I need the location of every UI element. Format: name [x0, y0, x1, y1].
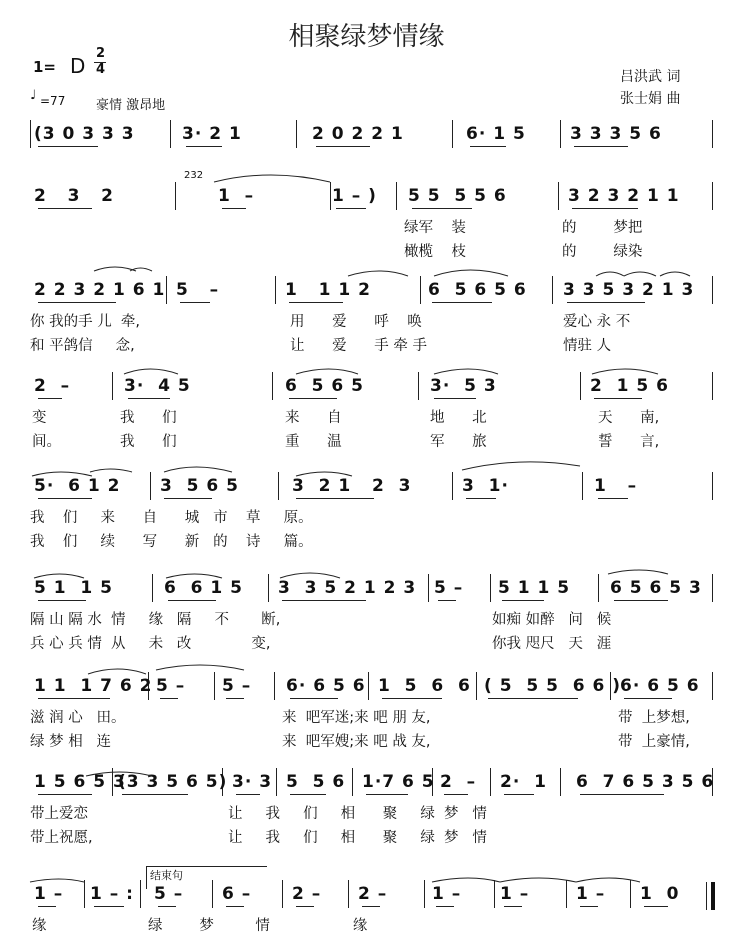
- measure-notes: 6· 6 5 6: [286, 676, 366, 696]
- lyric-line-2: 我 们 续 写 新 的 诗 篇。: [30, 534, 313, 550]
- lyric-line-2: 带上祝愿,: [30, 830, 93, 846]
- lyric-line-1: 来 自: [285, 410, 342, 426]
- measure-notes: 1 –: [500, 884, 530, 904]
- measure-notes: 3· 2 1: [182, 124, 242, 144]
- lyric-line-2: 重 温: [285, 434, 342, 450]
- measure-notes: 5 1 1 5: [498, 578, 571, 598]
- slur: [214, 175, 330, 182]
- measure-notes: 6 7 6 5 3 5 6: [576, 772, 715, 792]
- measure-notes: 5 –: [154, 884, 184, 904]
- grace-notes: 232: [184, 170, 204, 181]
- measure-notes: 6 6 1 5: [164, 578, 243, 598]
- measure-notes: 2 2 3 2 1 6 1: [34, 280, 166, 300]
- measure-notes: 1 0: [640, 884, 680, 904]
- lyric-line-2: 你我 咫尺 天 涯: [492, 636, 612, 652]
- lyric-line-1: 带 上梦想,: [618, 710, 690, 726]
- measure-notes: 1 5 6 6: [378, 676, 471, 696]
- slur: [624, 272, 656, 276]
- slur: [348, 271, 408, 276]
- slur: [32, 472, 92, 476]
- slur: [576, 878, 640, 882]
- measure-notes: 2· 1: [500, 772, 547, 792]
- slur: [660, 272, 690, 276]
- measure-notes: 5 –: [156, 676, 186, 696]
- measure-notes: 5· 6 1 2: [34, 476, 121, 496]
- measure-notes: 3 2 1 2 3: [292, 476, 412, 496]
- measure-notes: 3· 3: [232, 772, 273, 792]
- measure-notes: 3 2 3 2 1 1: [568, 186, 680, 206]
- quarter-note-icon: ♩: [30, 88, 37, 103]
- measure-notes: 1 – ): [332, 186, 377, 206]
- lyric-line-1: 爱心 永 不: [563, 314, 631, 330]
- measure-notes: 1·7 6 5: [362, 772, 435, 792]
- measure-notes: 3 3 5 3 2 1 3: [563, 280, 695, 300]
- measure-notes: 1 1 1 7 6 2: [34, 676, 153, 696]
- measure-notes: 1 –: [218, 186, 255, 206]
- lyric-line-2: 的 绿染: [562, 244, 643, 260]
- measure-notes: 2 –: [292, 884, 322, 904]
- measure-notes: 2 –: [440, 772, 477, 792]
- measure-notes: 1 –: [576, 884, 606, 904]
- slur: [592, 369, 658, 374]
- slur: [500, 878, 576, 882]
- measure-notes: 1 1 1 2: [285, 280, 371, 300]
- measure-notes: 3 1·: [462, 476, 509, 496]
- lyric-line-2: 绿 梦 相 连: [30, 734, 112, 750]
- final-barline: [711, 882, 715, 910]
- slur: [156, 665, 244, 670]
- slur: [34, 574, 84, 578]
- slur: [164, 467, 232, 472]
- measure-notes: (3 3 5 6 5): [118, 772, 228, 792]
- slur: [608, 570, 668, 574]
- measure-notes: 5 –: [434, 578, 464, 598]
- lyric-line-2: 誓 言,: [598, 434, 660, 450]
- measure-notes: 2 0 2 2 1: [312, 124, 404, 144]
- measure-notes: 2 3 2: [34, 186, 114, 206]
- measure-notes: 2 1 5 6: [590, 376, 669, 396]
- measure-notes: 6· 1 5: [466, 124, 526, 144]
- lyric-line-2: 和 平鸽信 念,: [30, 338, 135, 354]
- lyric-line-2: 带 上豪情,: [618, 734, 690, 750]
- lyric-line-1: 如痴 如醉 问 候: [492, 612, 612, 628]
- lyric-line-2: 兵 心 兵 情 从 未 改 变,: [30, 636, 271, 652]
- measure-notes: ( 5 5 5 6 6 ): [484, 676, 622, 696]
- slur: [296, 369, 358, 374]
- measure-notes: (3 0 3 3 3: [34, 124, 135, 144]
- lyric-line-2: 军 旅: [430, 434, 487, 450]
- lyric-line-1: 变: [32, 410, 47, 426]
- measure-notes: 2 –: [34, 376, 71, 396]
- tempo-value: =77: [40, 94, 66, 108]
- slur: [166, 574, 222, 578]
- slur: [280, 573, 340, 578]
- lyric-line-1: 天 南,: [598, 410, 660, 426]
- slur: [296, 472, 352, 476]
- lyric-line-2: 橄榄 枝: [404, 244, 466, 260]
- key-prefix: 1=: [33, 58, 57, 76]
- measure-notes: 5 –: [222, 676, 252, 696]
- lyric-line-2: 我 们: [120, 434, 177, 450]
- lyric-line-1: 来 吧军迷;来 吧 朋 友,: [282, 710, 431, 726]
- lyric-line-2: 让 爱 手 牵 手: [290, 338, 428, 354]
- key-signature: D: [70, 54, 86, 78]
- measure-notes: 5 –: [176, 280, 220, 300]
- lyric-line-1: 我 们: [120, 410, 177, 426]
- measure-notes: 1 –: [432, 884, 462, 904]
- measure-notes: 5 5 5 5 6: [408, 186, 507, 206]
- slur: [30, 879, 84, 882]
- measure-notes: 6 5 6 5 3: [610, 578, 702, 598]
- slur: [434, 270, 508, 276]
- lyric-line-1: 绿 梦 情 缘: [148, 918, 368, 934]
- measure-notes: 5 1 1 5: [34, 578, 113, 598]
- time-signature-top: 2: [96, 46, 106, 61]
- lyric-line-1: 滋 润 心 田。: [30, 710, 126, 726]
- song-title: 相聚绿梦情缘: [288, 22, 445, 52]
- slur: [94, 267, 136, 271]
- lyric-line-2: 情驻 人: [563, 338, 612, 354]
- slur: [432, 878, 500, 882]
- time-signature-bottom: 4: [96, 62, 106, 77]
- lyric-line-1: 让 我 们 相 聚 绿 梦 情: [228, 806, 487, 822]
- lyric-line-2: 来 吧军嫂;来 吧 战 友,: [282, 734, 431, 750]
- slur: [88, 669, 146, 674]
- measure-notes: 1 –: [594, 476, 638, 496]
- slur: [596, 272, 624, 276]
- slur: [90, 469, 132, 472]
- slur: [86, 772, 152, 776]
- measure-notes: 1 –: [34, 884, 64, 904]
- final-barline-thin: [706, 882, 707, 910]
- slur: [434, 369, 498, 374]
- measure-notes: 6 5 6 5: [285, 376, 364, 396]
- slur: [462, 462, 580, 470]
- lyric-line-1: 你 我的手 儿 牵,: [30, 314, 141, 330]
- measure-notes: 6 5 6 5 6: [428, 280, 527, 300]
- lyric-line-2: 间。: [32, 434, 61, 450]
- lyric-line-1: 的 梦把: [562, 220, 643, 236]
- measure-notes: 3· 5 3: [430, 376, 497, 396]
- measure-notes: 6 –: [222, 884, 252, 904]
- slur: [124, 369, 178, 374]
- measure-notes: 5 5 6: [286, 772, 346, 792]
- lyric-line-1: 我 们 来 自 城 市 草 原。: [30, 510, 313, 526]
- lyric-line-2: 让 我 们 相 聚 绿 梦 情: [228, 830, 487, 846]
- lyric-line-1: 隔 山 隔 水 情 缘 隔 不 断,: [30, 612, 281, 628]
- lyric-line-1: 缘: [32, 918, 47, 934]
- measure-notes: 3 3 5 2 1 2 3: [278, 578, 417, 598]
- measure-notes: 3· 4 5: [124, 376, 191, 396]
- lyric-line-1: 带上爱恋: [30, 806, 88, 822]
- lyricist: 吕洪武 词: [620, 69, 681, 85]
- measure-notes: 2 –: [358, 884, 388, 904]
- ending-label: 结束句: [150, 869, 183, 882]
- measure-notes: 6· 6 5 6: [620, 676, 700, 696]
- measure-notes: 3 3 3 5 6: [570, 124, 662, 144]
- mood-marking: 豪情 激昂地: [96, 98, 166, 113]
- measure-notes: 1 5 6 5 3: [34, 772, 126, 792]
- lyric-line-1: 绿军 装: [404, 220, 466, 236]
- measure-notes: 3 5 6 5: [160, 476, 239, 496]
- lyric-line-1: 地 北: [430, 410, 487, 426]
- measure-notes: 1 – :: [90, 884, 134, 904]
- lyric-line-1: 用 爱 呼 唤: [290, 314, 422, 330]
- composer: 张士娟 曲: [620, 91, 681, 107]
